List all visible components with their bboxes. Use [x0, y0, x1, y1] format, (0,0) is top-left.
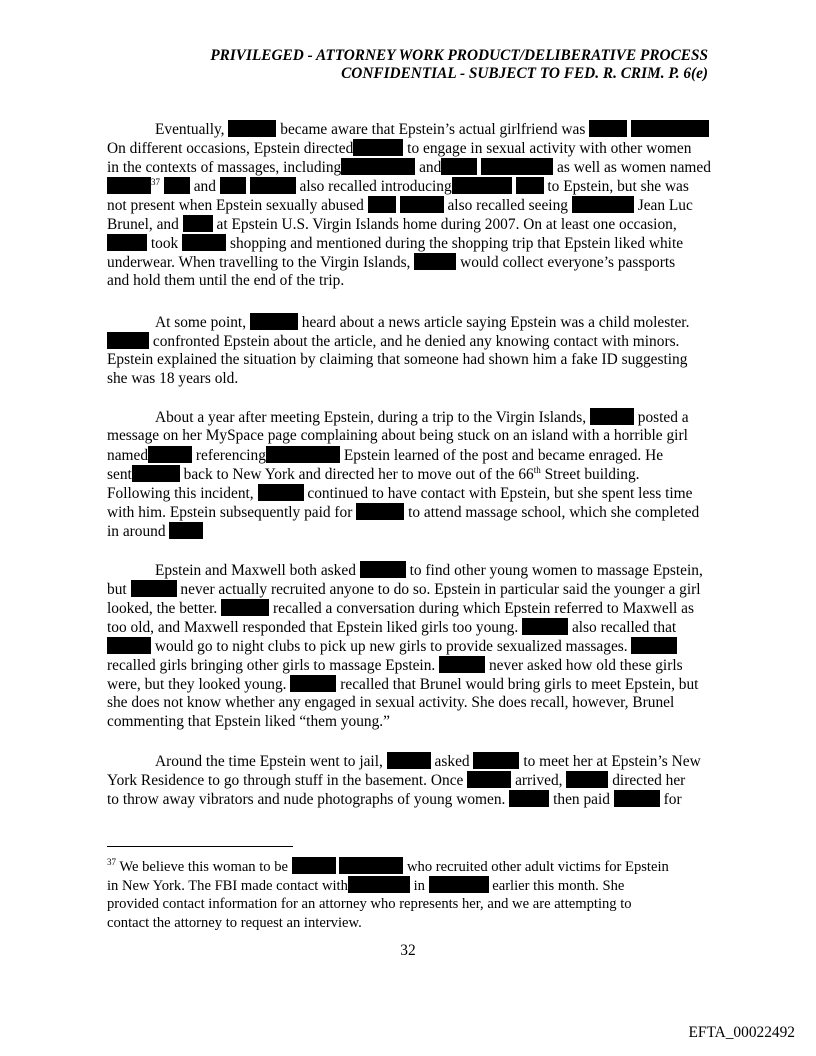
text-segment: York Residence to go through stuff in the basement. Once: [107, 772, 464, 789]
text-segment: she was 18 years old.: [107, 370, 239, 387]
redaction-block: [522, 618, 568, 635]
redaction-block: [107, 332, 149, 349]
text-segment: to find other young women to massage Epstein,: [409, 562, 703, 579]
text-segment: About a year after meeting Epstein, during a trip to the Virgin Islands,: [155, 409, 587, 426]
redaction-block: [516, 177, 544, 194]
redaction-block: [131, 580, 177, 597]
redaction-block: [481, 158, 553, 175]
redaction-block: [589, 120, 627, 137]
redaction-block: [148, 446, 192, 463]
text-segment: contact the attorney to request an interview.: [107, 915, 362, 931]
redaction-block: [258, 484, 304, 501]
redaction-block: [414, 253, 456, 270]
text-segment: for: [663, 791, 682, 808]
text-segment: became aware that Epstein’s actual girlfriend was: [280, 121, 586, 138]
redaction-block: [467, 771, 511, 788]
text-segment: At some point,: [155, 314, 247, 331]
text-segment: asked: [434, 753, 470, 770]
text-segment: to Epstein, but she was: [547, 178, 689, 195]
text-segment: also recalled introducing: [299, 178, 452, 195]
text-segment: but: [107, 581, 127, 598]
text-segment: Around the time Epstein went to jail,: [155, 753, 383, 770]
redaction-block: [348, 876, 410, 893]
footnote-reference: 37: [151, 177, 160, 187]
redaction-block: [220, 177, 246, 194]
text-segment: to meet her at Epstein’s New: [523, 753, 701, 770]
redaction-block: [439, 656, 485, 673]
redaction-block: [353, 139, 403, 156]
text-segment: who recruited other adult victims for Epstein: [407, 859, 669, 875]
redaction-block: [169, 522, 203, 539]
redaction-block: [368, 196, 396, 213]
text-segment: also recalled seeing: [447, 197, 568, 214]
redaction-block: [107, 637, 151, 654]
privilege-header-line2: CONFIDENTIAL - SUBJECT TO FED. R. CRIM. P. 6(e): [341, 65, 708, 82]
text-segment: Epstein and Maxwell both asked: [155, 562, 356, 579]
redaction-block: [441, 158, 477, 175]
text-segment: would collect everyone’s passports: [460, 254, 676, 271]
text-segment: Street building.: [540, 466, 640, 483]
redaction-block: [266, 446, 340, 463]
redaction-block: [290, 675, 336, 692]
redaction-block: [107, 177, 151, 194]
text-segment: Following this incident,: [107, 485, 254, 502]
text-segment: and: [193, 178, 216, 195]
text-segment: then paid: [553, 791, 610, 808]
text-segment: recalled girls bringing other girls to massage Epstein.: [107, 657, 436, 674]
redaction-block: [572, 196, 634, 213]
text-segment: to attend massage school, which she completed: [408, 504, 700, 521]
text-segment: would go to night clubs to pick up new girls to provide sexualized massages.: [154, 638, 628, 655]
text-segment: Epstein learned of the post and became enraged. He: [343, 447, 664, 464]
text-segment: message on her MySpace page complaining about being stuck on an island with a horrible girl: [107, 427, 688, 444]
text-segment: continued to have contact with Epstein, but she spent less time: [307, 485, 693, 502]
text-segment: and: [419, 159, 442, 176]
redaction-block: [132, 465, 180, 482]
redaction-block: [631, 120, 709, 137]
redaction-block: [429, 876, 489, 893]
text-segment: heard about a news article saying Epstein was a child molester.: [301, 314, 690, 331]
text-segment: back to New York and directed her to move out of the 66: [183, 466, 534, 483]
text-segment: arrived,: [515, 772, 563, 789]
text-segment: as well as women named: [557, 159, 711, 176]
redaction-block: [107, 234, 147, 251]
text-segment: recalled that Brunel would bring girls to meet Epstein, but: [340, 676, 699, 693]
text-segment: Eventually,: [155, 121, 225, 138]
text-segment: shopping and mentioned during the shopping trip that Epstein liked white: [229, 235, 684, 252]
text-segment: posted a: [637, 409, 689, 426]
text-segment: in: [413, 878, 425, 894]
redaction-block: [473, 752, 519, 769]
text-segment: took: [150, 235, 179, 252]
text-segment: referencing: [195, 447, 266, 464]
text-segment: recalled a conversation during which Epstein referred to Maxwell as: [273, 600, 694, 617]
text-segment: she does not know whether any engaged in sexual activity. She does recall, however, Brunel: [107, 694, 675, 711]
text-segment: On different occasions, Epstein directed: [107, 140, 354, 157]
redaction-block: [360, 561, 406, 578]
text-segment: commenting that Epstein liked “them young.”: [107, 713, 390, 730]
redaction-block: [339, 857, 403, 874]
text-segment: Brunel, and: [107, 216, 179, 233]
text-segment: Jean Luc: [637, 197, 693, 214]
redaction-block: [614, 790, 660, 807]
redaction-block: [590, 408, 634, 425]
text-segment: too old, and Maxwell responded that Epstein liked girls too young.: [107, 619, 519, 636]
footnote-number: 37: [107, 857, 116, 867]
page-number: 32: [400, 942, 416, 959]
redaction-block: [356, 503, 404, 520]
text-segment: never actually recruited anyone to do so. Epstein in particular said the younger a girl: [180, 581, 701, 598]
text-segment: provided contact information for an attorney who represents her, and we are attempting to: [107, 896, 632, 912]
text-segment: in New York. The FBI made contact with: [107, 878, 348, 894]
footnote-separator: [107, 846, 293, 847]
redaction-block: [509, 790, 549, 807]
redaction-block: [221, 599, 269, 616]
text-segment: in the contexts of massages, including: [107, 159, 342, 176]
text-segment: th: [533, 465, 541, 475]
text-segment: Epstein explained the situation by claiming that someone had shown him a fake ID suggesting: [107, 351, 688, 368]
redaction-block: [182, 234, 226, 251]
text-segment: and hold them until the end of the trip.: [107, 272, 345, 289]
text-segment: to throw away vibrators and nude photographs of young women.: [107, 791, 506, 808]
text-segment: never asked how old these girls: [488, 657, 683, 674]
text-segment: to engage in sexual activity with other women: [407, 140, 692, 157]
text-segment: in around: [107, 523, 166, 540]
redaction-block: [183, 215, 213, 232]
text-segment: not present when Epstein sexually abused: [107, 197, 364, 214]
privilege-header-line1: PRIVILEGED - ATTORNEY WORK PRODUCT/DELIBERATIVE PROCESS: [210, 47, 708, 64]
redaction-block: [387, 752, 431, 769]
text-segment: at Epstein U.S. Virgin Islands home during 2007. On at least one occasion,: [216, 216, 677, 233]
redaction-block: [164, 177, 190, 194]
redaction-block: [292, 857, 336, 874]
text-segment: were, but they looked young.: [107, 676, 287, 693]
text-segment: looked, the better.: [107, 600, 218, 617]
redaction-block: [250, 313, 298, 330]
redaction-block: [250, 177, 296, 194]
redaction-block: [631, 637, 677, 654]
text-segment: We believe this woman to be: [116, 859, 289, 875]
text-segment: earlier this month. She: [492, 878, 625, 894]
text-segment: underwear. When travelling to the Virgin Islands,: [107, 254, 411, 271]
text-segment: named: [107, 447, 149, 464]
text-segment: with him. Epstein subsequently paid for: [107, 504, 353, 521]
redaction-block: [341, 158, 415, 175]
text-segment: sent: [107, 466, 132, 483]
redaction-block: [228, 120, 276, 137]
text-segment: also recalled that: [571, 619, 677, 636]
text-segment: directed her: [612, 772, 686, 789]
redaction-block: [400, 196, 444, 213]
bates-number: EFTA_00022492: [688, 1024, 795, 1041]
redaction-block: [452, 177, 512, 194]
redaction-block: [566, 771, 608, 788]
text-segment: confronted Epstein about the article, and he denied any knowing contact with minors.: [152, 333, 680, 350]
